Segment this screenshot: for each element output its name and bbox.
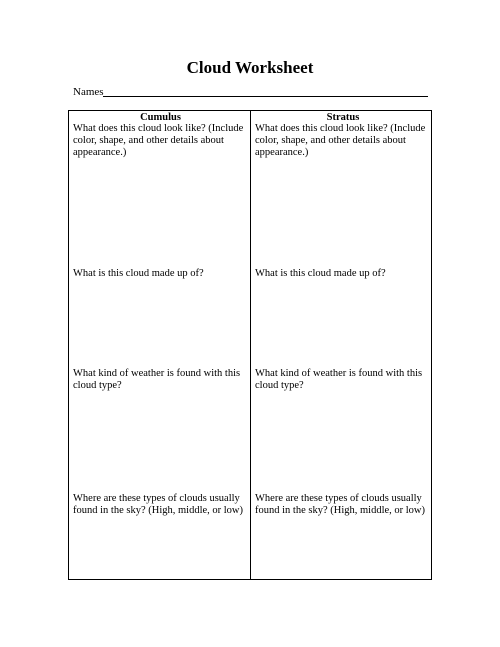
stratus-question-altitude: Where are these types of clouds usually found in the sky? (High, middle, or low) — [255, 493, 426, 516]
cumulus-question-altitude: Where are these types of clouds usually found in the sky? (High, middle, or low) — [73, 493, 244, 516]
worksheet-title: Cloud Worksheet — [186, 58, 314, 77]
column-divider — [250, 111, 251, 579]
stratus-column — [255, 111, 431, 579]
cumulus-question-weather: What kind of weather is found with this cloud type? — [73, 368, 241, 391]
cumulus-question-appearance: What does this cloud look like? (Include color, shape, and other details about appearance.) — [73, 123, 244, 158]
stratus-question-appearance: What does this cloud look like? (Include color, shape, and other details about appearance.) — [255, 123, 426, 158]
worksheet-table — [68, 110, 432, 580]
names-field[interactable] — [73, 86, 428, 100]
stratus-header: Stratus — [326, 112, 360, 123]
names-label: Names — [73, 86, 104, 98]
cumulus-question-composition: What is this cloud made up of? — [73, 268, 204, 279]
names-blank-line[interactable] — [103, 96, 428, 97]
stratus-question-weather: What kind of weather is found with this cloud type? — [255, 368, 423, 391]
cumulus-column — [73, 111, 248, 579]
cumulus-header: Cumulus — [140, 112, 181, 123]
stratus-question-composition: What is this cloud made up of? — [255, 268, 386, 279]
